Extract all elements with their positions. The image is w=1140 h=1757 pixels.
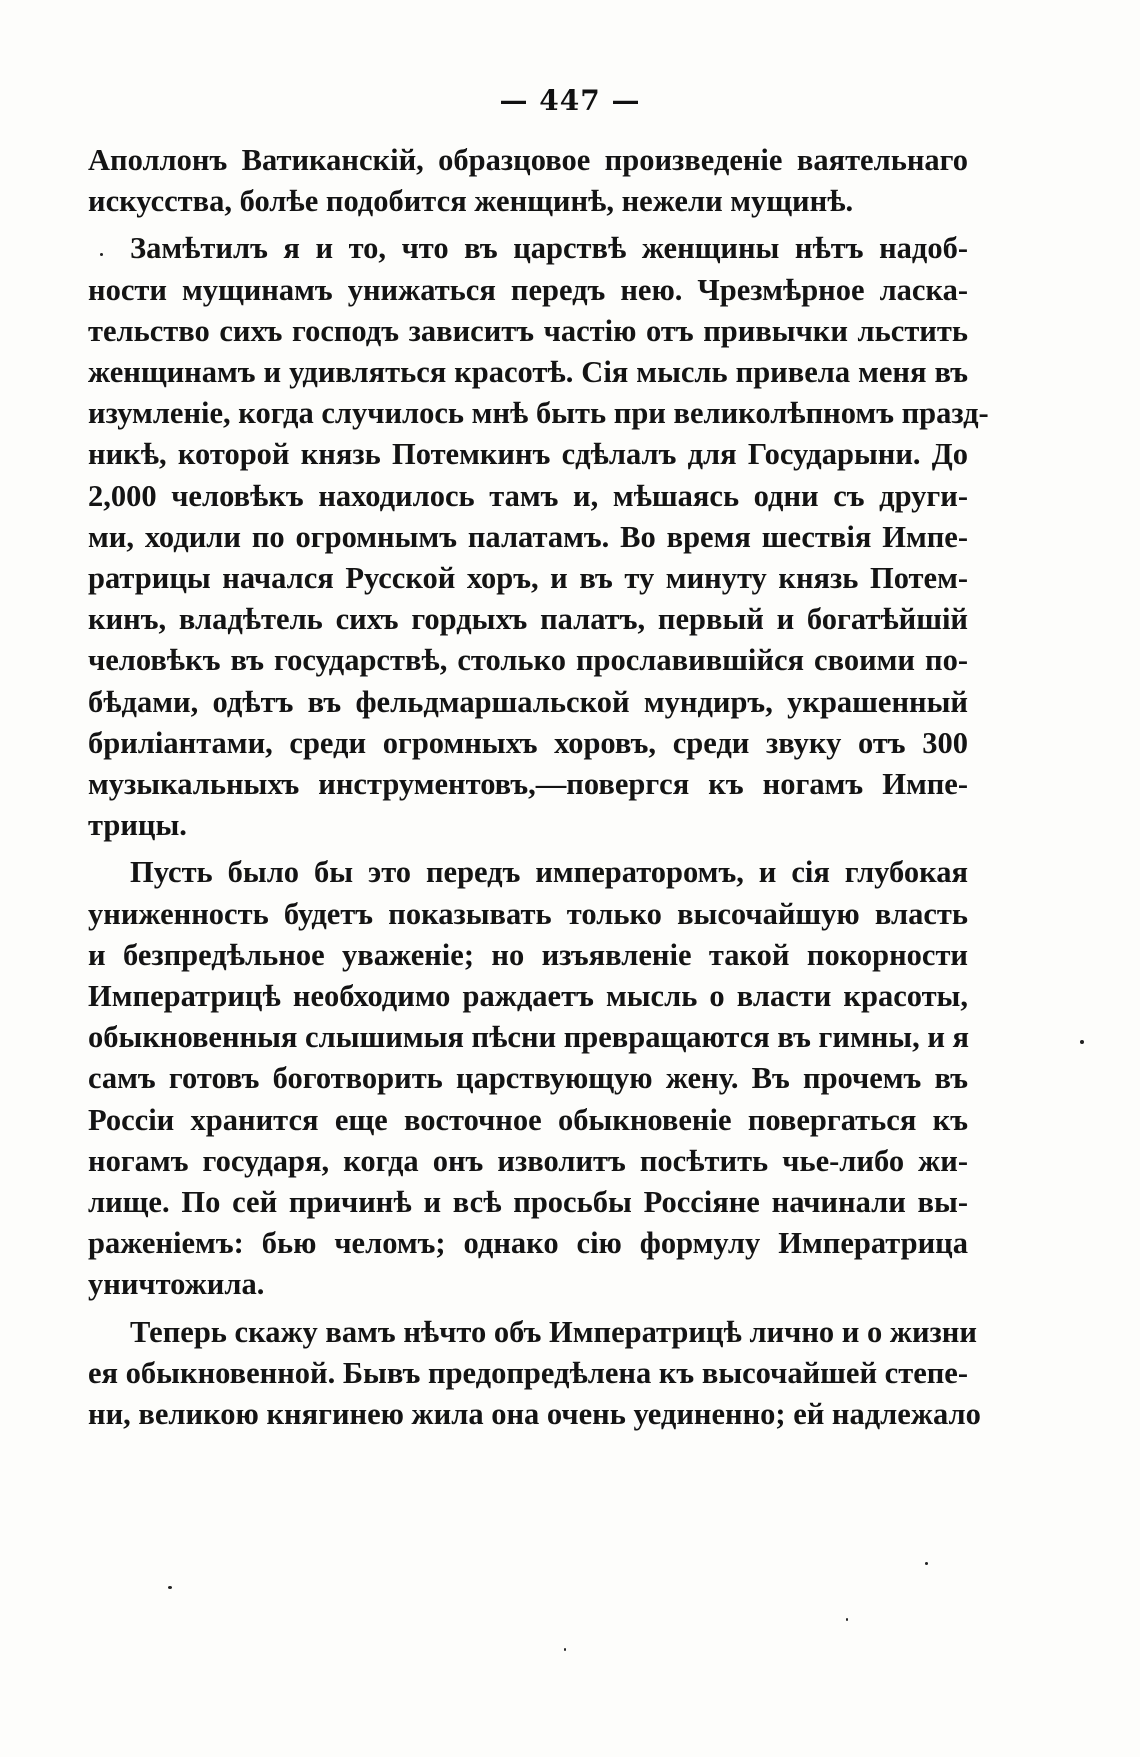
text-line: ности мущинамъ унижаться передъ нею. Чрезмѣрное ласка-	[88, 272, 968, 307]
paragraph-1	[88, 140, 968, 222]
text-line: Россіи хранится еще восточное обыкновеніе повергаться къ	[88, 1102, 968, 1137]
text-line: и безпредѣльное уваженіе; но изъявленіе такой покорности	[88, 937, 968, 972]
text-line: человѣкъ въ государствѣ, столько прославившійся своими по-	[88, 643, 968, 678]
text-line: Аполлонъ Ватиканскій, образцовое произведеніе ваятельнаго	[88, 143, 968, 177]
text-line: ея обыкновенной. Бывъ предопредѣлена къ высочайшей степе-	[88, 1355, 968, 1390]
scan-speck	[100, 253, 103, 256]
text-line: 2,000 человѣкъ находилось тамъ и, мѣшаясь одни съ други-	[88, 478, 968, 513]
text-line: Императрицѣ необходимо раждаетъ мысль о власти красоты,	[88, 979, 968, 1014]
scan-speck	[168, 1586, 172, 1589]
scan-speck	[925, 1562, 928, 1565]
text-line: изумленіе, когда случилось мнѣ быть при великолѣпномъ празд-	[88, 396, 989, 431]
text-line: Теперь скажу вамъ нѣчто объ Императрицѣ лично и о жизни	[130, 1314, 977, 1349]
text-line: ми, ходили по огромнымъ палатамъ. Во время шествія Импе-	[88, 519, 968, 554]
text-line: никѣ, которой князь Потемкинъ сдѣлалъ для Государыни. До	[88, 437, 968, 472]
text-line: кинъ, владѣтель сихъ гордыхъ палатъ, первый и богатѣйшій	[88, 602, 968, 637]
paragraph-2	[88, 228, 989, 846]
paragraph-4	[88, 1312, 981, 1436]
text-line: ногамъ государя, когда онъ изволитъ посѣтить чье-либо жи-	[88, 1143, 968, 1178]
text-line: музыкальныхъ инструментовъ,—повергся къ ногамъ Импе-	[88, 767, 968, 802]
text-line: бриліантами, среди огромныхъ хоровъ, среди звуку отъ 300	[88, 725, 968, 760]
page-number: — 447 —	[499, 84, 641, 117]
text-line: уничтожила.	[88, 1267, 265, 1302]
text-line: Пусть было бы это передъ императоромъ, и сія глубокая	[130, 855, 968, 890]
text-line: бѣдами, одѣтъ въ фельдмаршальской мундиръ, украшенный	[88, 684, 968, 719]
text-line: униженность будетъ показывать только высочайшую власть	[88, 896, 968, 931]
text-line: искусства, болѣе подобится женщинѣ, нежели мущинѣ.	[88, 184, 854, 219]
text-line: ни, великою княгинею жила она очень уединенно; ей надлежало	[88, 1397, 981, 1432]
scan-speck	[1080, 1040, 1084, 1044]
text-line: самъ готовъ боготворить царствующую жену. Въ прочемъ въ	[88, 1061, 968, 1096]
text-line: Замѣтилъ я и то, что въ царствѣ женщины нѣтъ надоб-	[130, 231, 968, 266]
text-line: трицы.	[88, 808, 187, 843]
text-line: обыкновенныя слышимыя пѣсни превращаются въ гимны, и я	[88, 1020, 970, 1055]
text-line: лище. По сей причинѣ и всѣ просьбы Россіяне начинали вы-	[88, 1185, 968, 1220]
scan-speck	[846, 1618, 848, 1621]
text-line: женщинамъ и удивляться красотѣ. Сія мысль привела меня въ	[88, 355, 968, 390]
text-line: раженіемъ: бью челомъ; однако сію формулу Императрица	[88, 1226, 968, 1261]
text-line: ратрицы начался Русской хоръ, и въ ту минуту князь Потем-	[88, 561, 968, 596]
paragraph-3	[88, 852, 968, 1305]
text-line: тельство сихъ господъ зависитъ частію отъ привычки льстить	[88, 313, 968, 348]
body-text	[88, 140, 989, 1441]
scan-speck	[564, 1648, 566, 1651]
